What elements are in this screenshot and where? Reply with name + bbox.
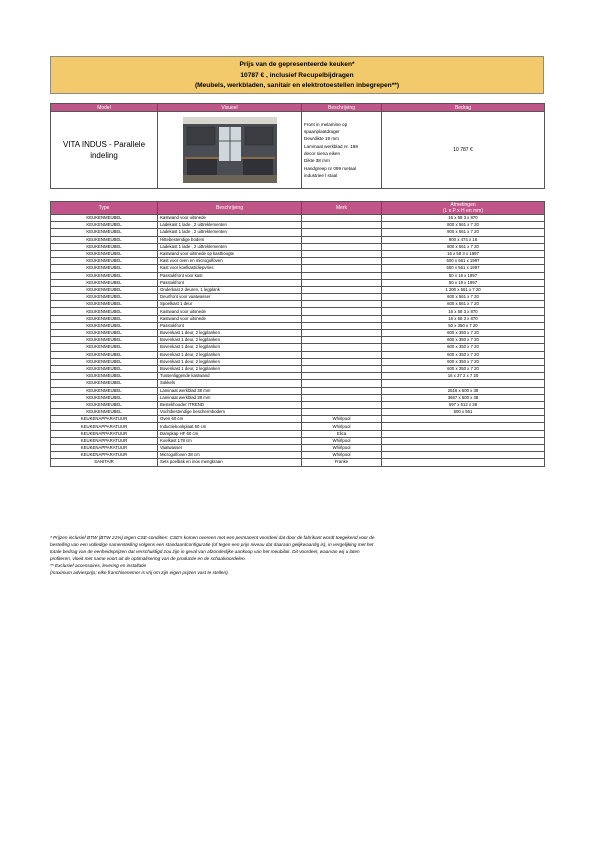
desc-line: decor siena eiken bbox=[304, 151, 341, 156]
cell-description: Bestekhouder rTREND bbox=[158, 401, 302, 408]
cell-merk: Whirlpool bbox=[302, 437, 382, 444]
cell-afmetingen: 600 x 350 x 7 20 bbox=[382, 337, 545, 344]
table-row bbox=[51, 387, 545, 394]
cell-merk bbox=[302, 286, 382, 293]
cell-description: Passtukfront voor kast bbox=[158, 272, 302, 279]
col-afmetingen-title: Afmetingen bbox=[450, 202, 476, 208]
cell-afmetingen: 2516 x 600 x 38 bbox=[382, 387, 545, 394]
cell-type: KEUKENMEUBEL bbox=[51, 250, 158, 257]
cell-merk bbox=[302, 409, 382, 416]
cell-type: KEUKENMEUBEL bbox=[51, 330, 158, 337]
cell-type: KEUKENMEUBEL bbox=[51, 315, 158, 322]
desc-line: Dikte 38 mm bbox=[304, 158, 330, 164]
cell-afmetingen: 600 x 350 x 7 20 bbox=[382, 344, 545, 351]
cell-merk bbox=[302, 344, 382, 351]
cell-merk: Whirlpool bbox=[302, 423, 382, 430]
table-row bbox=[51, 243, 545, 250]
cell-type: KEUKENMEUBEL bbox=[51, 308, 158, 315]
cell-afmetingen: 16 x 58 3 x 870 bbox=[382, 308, 545, 315]
cell-merk bbox=[302, 215, 382, 222]
table-row bbox=[51, 344, 545, 351]
cell-afmetingen: 1 200 x 561 x 7 20 bbox=[382, 286, 545, 293]
cell-description: Sokkels bbox=[158, 380, 302, 387]
cell-description: Kastwand voor uitsnede bbox=[158, 315, 302, 322]
cell-merk bbox=[302, 315, 382, 322]
cell-merk bbox=[302, 380, 382, 387]
cell-description: Laminaat werkblad 38 mm bbox=[158, 394, 302, 401]
cell-afmetingen: 16 x 58 3 x 870 bbox=[382, 315, 545, 322]
cell-type: KEUKENMEUBEL bbox=[51, 373, 158, 380]
table-row bbox=[51, 301, 545, 308]
cell-merk bbox=[302, 279, 382, 286]
price-value: 10 787 € bbox=[382, 112, 545, 189]
desc-line: Deurdikte 19 mm bbox=[304, 136, 339, 142]
description-cell bbox=[302, 112, 382, 189]
cell-afmetingen: 600 x 350 x 7 20 bbox=[382, 358, 545, 365]
cell-type: KEUKENMEUBEL bbox=[51, 265, 158, 272]
cell-type: KEUKENMEUBEL bbox=[51, 215, 158, 222]
desc-line: industriee l staal bbox=[304, 172, 338, 178]
table-row bbox=[51, 365, 545, 372]
col-afmetingen bbox=[382, 202, 545, 215]
cell-merk bbox=[302, 365, 382, 372]
table-row bbox=[51, 416, 545, 423]
cell-type: KEUKENMEUBEL bbox=[51, 229, 158, 236]
table-row bbox=[51, 358, 545, 365]
cell-description: Laminaat werkblad 38 mm bbox=[158, 387, 302, 394]
footnote-line: ** Exclusief accessoires, levering en installatie bbox=[50, 563, 147, 568]
cell-type: KEUKENAPPARATUUR bbox=[51, 430, 158, 437]
cell-afmetingen: 16 x 58 3 x 870 bbox=[382, 215, 545, 222]
cell-description: Tussenliggende kastwand bbox=[158, 373, 302, 380]
cell-description: Kast voor oven en microgolfoven bbox=[158, 258, 302, 265]
cell-afmetingen: 600 x 561 x 7 20 bbox=[382, 294, 545, 301]
cell-type: KEUKENMEUBEL bbox=[51, 236, 158, 243]
cell-type: KEUKENMEUBEL bbox=[51, 337, 158, 344]
table-row bbox=[51, 409, 545, 416]
cell-merk bbox=[302, 401, 382, 408]
cell-type: KEUKENMEUBEL bbox=[51, 351, 158, 358]
cell-description: Onderkast 2 deuren, 1 legplank bbox=[158, 286, 302, 293]
desc-line: Handgreep nr 099 metaal bbox=[304, 165, 357, 171]
table-row bbox=[51, 236, 545, 243]
cell-afmetingen bbox=[382, 445, 545, 452]
cell-description: Passtukfront bbox=[158, 322, 302, 329]
cell-type: KEUKENMEUBEL bbox=[51, 380, 158, 387]
table-row bbox=[51, 229, 545, 236]
cell-afmetingen: 600 x 561 bbox=[382, 409, 545, 416]
footnote-line: totale bedrag van de eenheidsprijzen dat verschuldigd zou zijn in geval van afzonderlijke aankoop van het meubilair. Dit voordeel, waarvan wij u laten bbox=[50, 549, 360, 554]
footnotes bbox=[50, 534, 544, 576]
kitchen-photo bbox=[183, 117, 277, 183]
table-row bbox=[51, 279, 545, 286]
table-row bbox=[51, 394, 545, 401]
cell-type: KEUKENMEUBEL bbox=[51, 394, 158, 401]
cell-description: Ladekast 1 lade , 2 uittreklementen bbox=[158, 243, 302, 250]
visual-cell bbox=[158, 112, 302, 189]
cell-description: Kastwand voor uitsnede bbox=[158, 215, 302, 222]
header-line-1: Prijs van de gepresenteerde keuken* bbox=[239, 61, 355, 68]
cell-description: Ladekast 1 lade , 2 uittreklementen bbox=[158, 229, 302, 236]
footnote-line: * Prijzen inclusief BTW (BTW 21%) tegen CSE-condities: CSE's komen overeen met een permanent voordeel dat door de fabrikant wordt toegekend voor de bbox=[50, 535, 375, 540]
cell-merk bbox=[302, 373, 382, 380]
cell-type: KEUKENMEUBEL bbox=[51, 387, 158, 394]
cell-merk bbox=[302, 294, 382, 301]
cell-afmetingen: 600 x 561 x 1997 bbox=[382, 258, 545, 265]
col-afmetingen-unit: (L x P x H en mm) bbox=[442, 208, 483, 214]
cell-type: KEUKENMEUBEL bbox=[51, 401, 158, 408]
cell-merk bbox=[302, 272, 382, 279]
cell-merk bbox=[302, 265, 382, 272]
cell-description: Dampkap HF 60 cm bbox=[158, 430, 302, 437]
cell-merk: Whirlpool bbox=[302, 445, 382, 452]
cell-merk bbox=[302, 330, 382, 337]
cell-type: KEUKENMEUBEL bbox=[51, 286, 158, 293]
cell-type: KEUKENMEUBEL bbox=[51, 279, 158, 286]
cell-afmetingen: 900 x 474 x 16 bbox=[382, 236, 545, 243]
col-bedrag: Bedrag bbox=[382, 104, 545, 112]
cell-afmetingen: 597 x 512 x 38 bbox=[382, 401, 545, 408]
cell-afmetingen: 600 x 350 x 7 20 bbox=[382, 330, 545, 337]
cell-type: KEUKENMEUBEL bbox=[51, 409, 158, 416]
cell-merk bbox=[302, 394, 382, 401]
cell-type: KEUKENMEUBEL bbox=[51, 365, 158, 372]
cell-afmetingen bbox=[382, 380, 545, 387]
table-row bbox=[51, 373, 545, 380]
cell-merk: Whirlpool bbox=[302, 452, 382, 459]
cell-type: KEUKENMEUBEL bbox=[51, 222, 158, 229]
desc-line: spaanplaatdrager bbox=[304, 129, 340, 135]
cell-description: Kast voor koelkast/diepvries bbox=[158, 265, 302, 272]
table-row bbox=[51, 322, 545, 329]
cell-description: Ladekast 1 lade , 2 uittreklementen bbox=[158, 222, 302, 229]
cell-type: KEUKENMEUBEL bbox=[51, 358, 158, 365]
table-row bbox=[51, 308, 545, 315]
cell-merk bbox=[302, 229, 382, 236]
col-beschrijving: Beschrijving bbox=[158, 202, 302, 215]
footnote-line: bestelling van een volledige samenstelling volgens een standaardconfiguratie (of tegen een prijs niveau dat daaraan gelijkwaardig is), in vergelijking met het bbox=[50, 542, 374, 547]
table-row bbox=[51, 351, 545, 358]
col-model: Model bbox=[51, 104, 158, 112]
cell-afmetingen: 50 x 350 x 7 20 bbox=[382, 322, 545, 329]
cell-description: Koelkast 178 cm bbox=[158, 437, 302, 444]
cell-type: KEUKENAPPARATUUR bbox=[51, 416, 158, 423]
table-row bbox=[51, 437, 545, 444]
items-table bbox=[50, 201, 545, 467]
cell-merk bbox=[302, 301, 382, 308]
cell-type: KEUKENAPPARATUUR bbox=[51, 452, 158, 459]
cell-afmetingen bbox=[382, 423, 545, 430]
summary-row bbox=[51, 112, 545, 189]
cell-description: Sets poelbak en inox mengkraan bbox=[158, 459, 302, 466]
cell-afmetingen: 800 x 561 x 7 20 bbox=[382, 243, 545, 250]
cell-type: KEUKENAPPARATUUR bbox=[51, 423, 158, 430]
cell-description: Vaatwasser bbox=[158, 445, 302, 452]
header-line-2: 10787 € , inclusief Recupelbijdragen bbox=[240, 71, 354, 79]
cell-merk: Elica bbox=[302, 430, 382, 437]
cell-merk bbox=[302, 322, 382, 329]
cell-type: KEUKENMEUBEL bbox=[51, 301, 158, 308]
cell-description: Passtukfront bbox=[158, 279, 302, 286]
cell-type: KEUKENMEUBEL bbox=[51, 344, 158, 351]
items-header-row bbox=[51, 202, 545, 215]
table-row bbox=[51, 337, 545, 344]
cell-type: KEUKENMEUBEL bbox=[51, 322, 158, 329]
cell-merk bbox=[302, 351, 382, 358]
cell-description: Deurfront voor vaatwasser bbox=[158, 294, 302, 301]
desc-line: Laminaat werkblad nr. 198 bbox=[304, 143, 358, 149]
cell-type: KEUKENMEUBEL bbox=[51, 258, 158, 265]
cell-type: KEUKENMEUBEL bbox=[51, 243, 158, 250]
cell-description: Microgolfoven 38 cm bbox=[158, 452, 302, 459]
summary-table bbox=[50, 103, 545, 189]
cell-merk bbox=[302, 258, 382, 265]
cell-description: Bovenkast 1 deur, 2 legplanken bbox=[158, 351, 302, 358]
table-row bbox=[51, 258, 545, 265]
cell-type: KEUKENMEUBEL bbox=[51, 272, 158, 279]
price-header-box bbox=[50, 56, 544, 94]
cell-merk: Whirlpool bbox=[302, 416, 382, 423]
cell-afmetingen bbox=[382, 452, 545, 459]
footnote-line: (maximum adviesprijs; elke franchisenemer is vrij om zijn eigen prijzen vast te stellen). bbox=[50, 570, 229, 575]
cell-merk: Franke bbox=[302, 459, 382, 466]
cell-afmetingen: 50 x 16 x 1997 bbox=[382, 272, 545, 279]
col-merk: Merk bbox=[302, 202, 382, 215]
items-body bbox=[51, 215, 545, 467]
cell-afmetingen: 3667 x 600 x 38 bbox=[382, 394, 545, 401]
col-type: Type bbox=[51, 202, 158, 215]
cell-type: KEUKENAPPARATUUR bbox=[51, 445, 158, 452]
table-row bbox=[51, 452, 545, 459]
cell-afmetingen bbox=[382, 437, 545, 444]
table-row bbox=[51, 222, 545, 229]
table-row bbox=[51, 445, 545, 452]
cell-merk bbox=[302, 222, 382, 229]
cell-merk bbox=[302, 387, 382, 394]
table-row bbox=[51, 330, 545, 337]
table-row bbox=[51, 401, 545, 408]
cell-description: Spoelkast 1 deur bbox=[158, 301, 302, 308]
cell-merk bbox=[302, 358, 382, 365]
cell-merk bbox=[302, 308, 382, 315]
cell-afmetingen: 16 x 37 2 x 7 20 bbox=[382, 373, 545, 380]
cell-description: Oven 60 cm bbox=[158, 416, 302, 423]
cell-afmetingen: 50 x 19 x 1997 bbox=[382, 279, 545, 286]
cell-description: Inductiekookplaat 60 cm bbox=[158, 423, 302, 430]
footnote-line: profiteren, vloeit met name voort uit de optimalisering van de productie en de schaalvoordelen. bbox=[50, 556, 246, 561]
cell-merk bbox=[302, 250, 382, 257]
table-row bbox=[51, 430, 545, 437]
cell-afmetingen: 600 x 561 x 1997 bbox=[382, 265, 545, 272]
desc-line: Front in melamine op bbox=[304, 121, 348, 127]
table-row bbox=[51, 459, 545, 466]
table-row bbox=[51, 380, 545, 387]
model-name: VITA INDUS - Parallele indeling bbox=[51, 112, 158, 189]
cell-description: Bovenkast 1 deur, 2 legplanken bbox=[158, 337, 302, 344]
cell-merk bbox=[302, 337, 382, 344]
cell-afmetingen: 600 x 350 x 7 20 bbox=[382, 365, 545, 372]
table-row bbox=[51, 294, 545, 301]
col-visueel: Visueel bbox=[158, 104, 302, 112]
cell-afmetingen bbox=[382, 416, 545, 423]
cell-type: SANITAIR bbox=[51, 459, 158, 466]
cell-afmetingen: 900 x 561 x 7 20 bbox=[382, 229, 545, 236]
cell-description: Kastwand voor uitsnede op kasthoogte bbox=[158, 250, 302, 257]
cell-description: Bovenkast 1 deur, 2 legplanken bbox=[158, 330, 302, 337]
cell-type: KEUKENMEUBEL bbox=[51, 294, 158, 301]
table-row bbox=[51, 250, 545, 257]
cell-afmetingen: 600 x 561 x 7 20 bbox=[382, 301, 545, 308]
cell-afmetingen: 16 x 58 3 x 1997 bbox=[382, 250, 545, 257]
cell-description: Bovenkast 1 deur, 2 legplanken bbox=[158, 365, 302, 372]
table-row bbox=[51, 272, 545, 279]
cell-type: KEUKENAPPARATUUR bbox=[51, 437, 158, 444]
table-row bbox=[51, 423, 545, 430]
cell-description: Kastwand voor uitsnede bbox=[158, 308, 302, 315]
cell-afmetingen bbox=[382, 430, 545, 437]
table-row bbox=[51, 286, 545, 293]
header-line-3: (Meubels, werkbladen, sanitair en elektrotoestellen inbegrepen**) bbox=[194, 82, 400, 89]
table-row bbox=[51, 215, 545, 222]
cell-afmetingen bbox=[382, 459, 545, 466]
summary-header-row bbox=[51, 104, 545, 112]
cell-afmetingen: 600 x 350 x 7 20 bbox=[382, 351, 545, 358]
table-row bbox=[51, 315, 545, 322]
cell-description: Vochtbestendige beschermbodem bbox=[158, 409, 302, 416]
table-row bbox=[51, 265, 545, 272]
col-beschrijving: Beschrijving bbox=[302, 104, 382, 112]
cell-description: Bovenkast 1 deur, 2 legplanken bbox=[158, 344, 302, 351]
cell-description: Hittebestendige bodem bbox=[158, 236, 302, 243]
cell-merk bbox=[302, 243, 382, 250]
cell-afmetingen: 800 x 561 x 7 20 bbox=[382, 222, 545, 229]
cell-merk bbox=[302, 236, 382, 243]
cell-description: Bovenkast 1 deur, 2 legplanken bbox=[158, 358, 302, 365]
